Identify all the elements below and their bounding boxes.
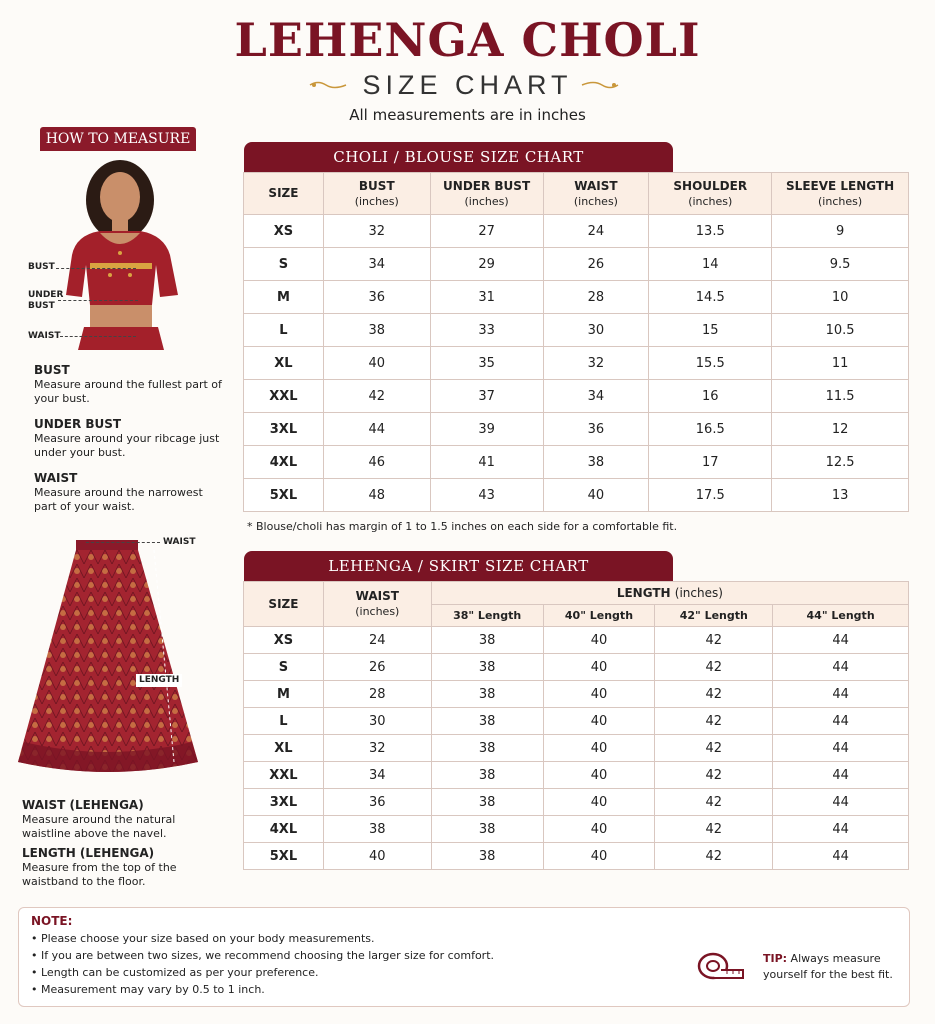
under-bust-text: Measure around your ribcage just under your bust. [34,432,220,459]
lehenga-waist-instructions [22,797,212,841]
value-cell: 26 [323,654,431,681]
value-cell: 32 [323,215,430,248]
lehenga-skirt-image [14,536,202,782]
size-cell: XXL [244,762,324,789]
size-cell: M [244,281,324,314]
value-cell: 40 [543,762,655,789]
value-cell: 44 [323,413,430,446]
note-title: NOTE: [31,914,73,928]
value-cell: 12 [772,413,909,446]
table-row [244,380,909,413]
value-cell: 12.5 [772,446,909,479]
size-cell: 5XL [244,843,324,870]
size-cell: XS [244,215,324,248]
value-cell: 31 [430,281,543,314]
choli-table-body [244,215,909,512]
size-cell: 3XL [244,413,324,446]
value-cell: 11 [772,347,909,380]
value-cell: 38 [323,816,431,843]
value-cell: 34 [543,380,649,413]
choli-header-label: WAIST [574,178,618,193]
value-cell: 38 [431,735,543,762]
table-row [244,314,909,347]
value-cell: 42 [655,762,773,789]
value-cell: 38 [543,446,649,479]
table-row [244,681,909,708]
size-cell: XS [244,627,324,654]
lehenga-table-header-row-1 [244,582,909,605]
value-cell: 42 [655,735,773,762]
value-cell: 36 [543,413,649,446]
note-item: • Please choose your size based on your body measurements. [31,932,375,945]
value-cell: 15 [649,314,772,347]
value-cell: 28 [543,281,649,314]
value-cell: 42 [655,789,773,816]
choli-model-image [60,155,190,350]
value-cell: 44 [773,789,909,816]
page-title: LEHENGA CHOLI [234,13,701,67]
choli-header-cell [323,173,430,215]
under-bust-instructions [34,416,224,460]
table-row [244,654,909,681]
size-cell: L [244,708,324,735]
note-item: • Length can be customized as per your preference. [31,966,319,979]
waist-instructions [34,470,224,514]
lehenga-size-table [243,581,909,870]
bust-text: Measure around the fullest part of your bust. [34,378,222,405]
value-cell: 9.5 [772,248,909,281]
value-cell: 10 [772,281,909,314]
lehenga-waist-title: WAIST (LEHENGA) [22,798,144,812]
value-cell: 30 [323,708,431,735]
lehenga-length-column-header: 42" Length [655,605,773,627]
value-cell: 34 [323,762,431,789]
value-cell: 40 [543,654,655,681]
measuring-tape-icon [695,948,747,984]
value-cell: 42 [655,708,773,735]
table-row [244,248,909,281]
choli-header-unit: (inches) [818,194,863,208]
choli-header-cell [244,173,324,215]
value-cell: 40 [543,479,649,512]
choli-header-label: SLEEVE LENGTH [786,178,895,193]
value-cell: 14.5 [649,281,772,314]
lehenga-waist-guide-line [86,542,160,543]
value-cell: 38 [431,627,543,654]
lehenga-length-text: Measure from the top of the waistband to the floor. [22,861,177,888]
value-cell: 29 [430,248,543,281]
choli-footnote: * Blouse/choli has margin of 1 to 1.5 inches on each side for a comfortable fit. [247,520,678,533]
value-cell: 36 [323,281,430,314]
value-cell: 40 [543,681,655,708]
units-note: All measurements are in inches [349,106,586,124]
table-row [244,708,909,735]
choli-header-label: SHOULDER [673,178,748,193]
waist-title: WAIST [34,471,78,485]
bust-instructions [34,362,224,406]
value-cell: 27 [430,215,543,248]
value-cell: 32 [323,735,431,762]
tip-text [763,951,903,983]
value-cell: 42 [655,654,773,681]
choli-header-unit: (inches) [464,194,509,208]
choli-header-label: SIZE [268,186,299,200]
value-cell: 34 [323,248,430,281]
value-cell: 44 [773,762,909,789]
value-cell: 48 [323,479,430,512]
under-bust-guide-line [58,300,138,301]
value-cell: 17 [649,446,772,479]
lehenga-size-header: SIZE [244,582,324,627]
lehenga-length-column-header: 40" Length [543,605,655,627]
value-cell: 38 [323,314,430,347]
value-cell: 15.5 [649,347,772,380]
choli-waist-label: WAIST [28,331,61,341]
table-row [244,479,909,512]
value-cell: 30 [543,314,649,347]
lehenga-length-header-label: LENGTH [616,585,671,600]
value-cell: 38 [431,789,543,816]
value-cell: 43 [430,479,543,512]
size-cell: M [244,681,324,708]
lehenga-length-column-header: 38" Length [431,605,543,627]
lehenga-waist-header-label: WAIST [355,589,399,603]
choli-header-cell [543,173,649,215]
value-cell: 14 [649,248,772,281]
table-row [244,413,909,446]
note-item: • Measurement may vary by 0.5 to 1 inch. [31,983,265,996]
choli-header-cell [649,173,772,215]
table-row [244,735,909,762]
value-cell: 40 [543,816,655,843]
table-row [244,816,909,843]
value-cell: 17.5 [649,479,772,512]
size-cell: 5XL [244,479,324,512]
table-row [244,843,909,870]
lehenga-chart-banner: LEHENGA / SKIRT SIZE CHART [244,551,673,581]
size-cell: S [244,654,324,681]
size-cell: XXL [244,380,324,413]
choli-header-unit: (inches) [354,194,399,208]
value-cell: 44 [773,708,909,735]
value-cell: 28 [323,681,431,708]
value-cell: 24 [543,215,649,248]
choli-header-cell [772,173,909,215]
value-cell: 41 [430,446,543,479]
value-cell: 11.5 [772,380,909,413]
bust-title: BUST [34,363,70,377]
value-cell: 42 [655,627,773,654]
tip-body: Always measure yourself for the best fit. [763,952,893,981]
value-cell: 37 [430,380,543,413]
waist-text: Measure around the narrowest part of your waist. [34,486,203,513]
choli-header-unit: (inches) [573,194,618,208]
choli-under-bust-label-2: BUST [28,301,55,311]
size-cell: XL [244,347,324,380]
value-cell: 13.5 [649,215,772,248]
waist-guide-line [60,336,136,337]
value-cell: 38 [431,654,543,681]
value-cell: 38 [431,843,543,870]
value-cell: 46 [323,446,430,479]
value-cell: 38 [431,708,543,735]
value-cell: 40 [543,627,655,654]
table-row [244,789,909,816]
table-row [244,281,909,314]
lehenga-length-header [431,582,908,605]
choli-table-header [244,173,909,215]
lehenga-waist-header [323,582,431,627]
value-cell: 40 [323,347,430,380]
size-cell: XL [244,735,324,762]
choli-header-cell [430,173,543,215]
value-cell: 44 [773,735,909,762]
value-cell: 35 [430,347,543,380]
value-cell: 10.5 [772,314,909,347]
value-cell: 42 [323,380,430,413]
size-cell: 3XL [244,789,324,816]
lehenga-length-title: LENGTH (LEHENGA) [22,846,155,860]
table-row [244,762,909,789]
value-cell: 33 [430,314,543,347]
value-cell: 16.5 [649,413,772,446]
value-cell: 42 [655,816,773,843]
choli-header-label: BUST [358,178,395,193]
value-cell: 36 [323,789,431,816]
size-cell: 4XL [244,816,324,843]
choli-bust-label: BUST [28,262,55,272]
lehenga-table-body [244,627,909,870]
tip-label: TIP: [763,952,788,965]
lehenga-waist-text: Measure around the natural waistline above the navel. [22,813,176,840]
value-cell: 40 [543,735,655,762]
table-row [244,347,909,380]
note-box [18,907,910,1007]
bust-guide-line [56,268,136,269]
choli-size-table [243,172,909,512]
lehenga-length-column-header: 44" Length [773,605,909,627]
size-cell: 4XL [244,446,324,479]
value-cell: 42 [655,681,773,708]
value-cell: 16 [649,380,772,413]
value-cell: 39 [430,413,543,446]
table-row [244,627,909,654]
choli-header-unit: (inches) [688,194,733,208]
value-cell: 26 [543,248,649,281]
skirt-length-label: LENGTH [136,674,182,687]
value-cell: 44 [773,627,909,654]
lehenga-length-header-unit: (inches) [674,585,723,600]
value-cell: 40 [543,843,655,870]
value-cell: 32 [543,347,649,380]
value-cell: 44 [773,681,909,708]
table-row [244,215,909,248]
value-cell: 38 [431,816,543,843]
page-subtitle: SIZE CHART [362,70,573,100]
value-cell: 9 [772,215,909,248]
value-cell: 44 [773,654,909,681]
size-cell: S [244,248,324,281]
value-cell: 40 [543,789,655,816]
value-cell: 24 [323,627,431,654]
value-cell: 40 [543,708,655,735]
choli-under-bust-label-1: UNDER [28,290,64,300]
choli-chart-banner: CHOLI / BLOUSE SIZE CHART [244,142,673,172]
skirt-waist-label: WAIST [163,537,196,547]
size-cell: L [244,314,324,347]
lehenga-waist-header-unit: (inches) [355,605,400,618]
choli-header-label: UNDER BUST [443,178,531,193]
value-cell: 44 [773,843,909,870]
value-cell: 42 [655,843,773,870]
ornament-right-icon [580,80,620,90]
lehenga-length-instructions [22,845,212,889]
under-bust-title: UNDER BUST [34,417,122,431]
value-cell: 40 [323,843,431,870]
value-cell: 13 [772,479,909,512]
table-row [244,446,909,479]
value-cell: 38 [431,762,543,789]
value-cell: 44 [773,816,909,843]
value-cell: 38 [431,681,543,708]
note-item: • If you are between two sizes, we recommend choosing the larger size for comfort. [31,949,495,962]
how-to-measure-tab: HOW TO MEASURE [40,127,196,151]
